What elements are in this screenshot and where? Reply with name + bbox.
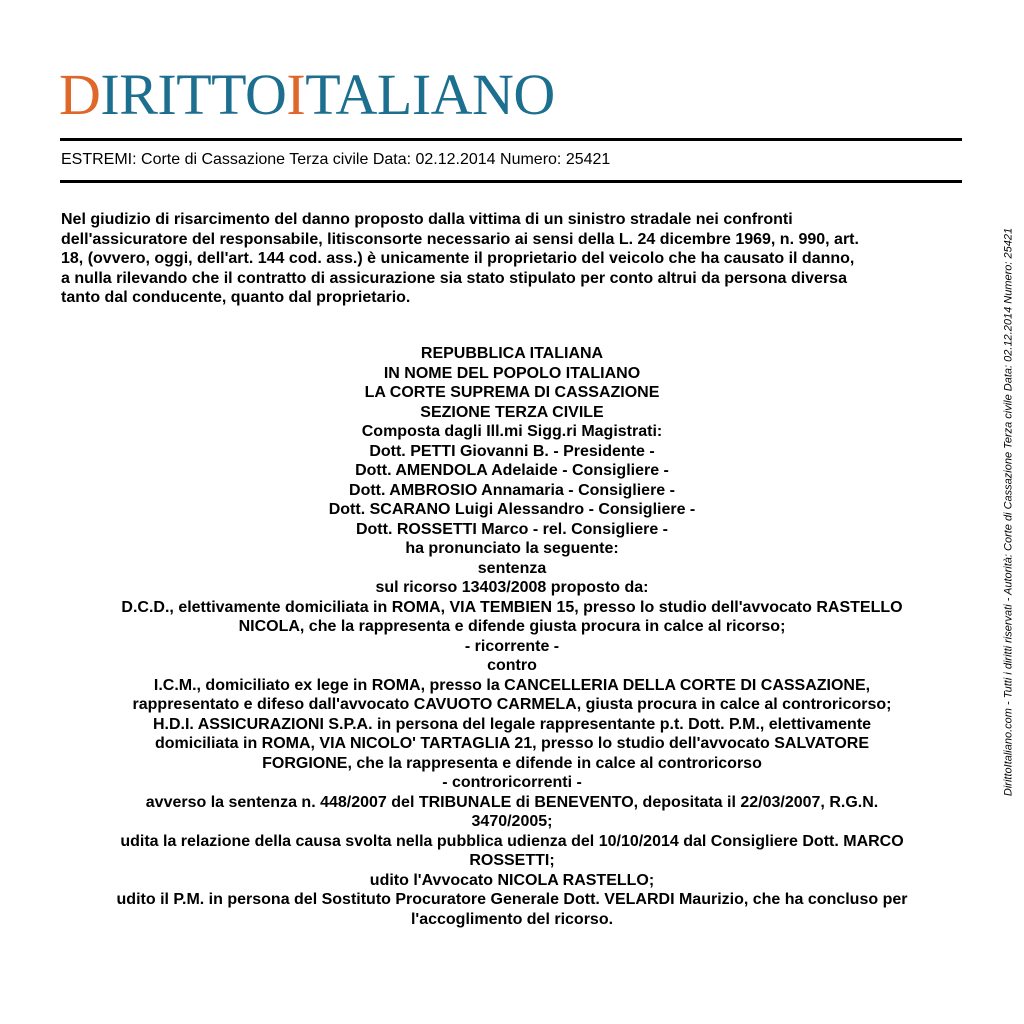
- sentenza-line: ha pronunciato la seguente:: [405, 540, 619, 557]
- court-heading: IN NOME DEL POPOLO ITALIANO: [383, 364, 641, 382]
- logo-letter-d: D: [59, 62, 101, 127]
- sentenza-line: 3470/2005;: [471, 813, 553, 830]
- judge-line: Dott. AMENDOLA Adelaide - Consigliere -: [355, 462, 669, 479]
- massima-line: tanto dal conducente, quanto dal proprietario.: [61, 289, 411, 307]
- sentenza-line: udita la relazione della causa svolta nella pubblica udienza del 10/10/2014 dal Consigliere Dott. MARCO: [120, 832, 904, 850]
- court-heading: SEZIONE TERZA CIVILE: [420, 403, 604, 421]
- logo-text-taliano: TALIANO: [305, 62, 555, 127]
- massima-line: a nulla rilevando che il contratto di assicurazione sia stato stipulato per conto altrui da persona diversa: [61, 269, 847, 287]
- logo-text-iritto: IRITTO: [100, 62, 287, 127]
- sentenza-line: ROSSETTI;: [469, 852, 555, 869]
- sentenza-text: [55, 344, 969, 929]
- sentenza-line: udito l'Avvocato NICOLA RASTELLO;: [369, 871, 655, 889]
- court-heading: REPUBBLICA ITALIANA: [420, 345, 604, 362]
- judge-line: Dott. AMBROSIO Annamaria - Consigliere -: [349, 481, 675, 499]
- massima-line: 18, (ovvero, oggi, dell'art. 144 cod. ass.) è unicamente il proprietario del veicolo che ha causato il danno,: [61, 250, 855, 268]
- sentenza-line: - ricorrente -: [464, 637, 560, 655]
- sentenza-line: sul ricorso 13403/2008 proposto da:: [375, 579, 649, 596]
- judge-line: Dott. PETTI Giovanni B. - Presidente -: [369, 442, 655, 460]
- sentenza-line: NICOLA, che la rappresenta e difende giusta procura in calce al ricorso;: [238, 618, 786, 635]
- sentenza-line: l'accoglimento del ricorso.: [410, 910, 614, 928]
- sentenza-line: I.C.M., domiciliato ex lege in ROMA, presso la CANCELLERIA DELLA CORTE DI CASSAZIONE,: [153, 676, 871, 694]
- header-divider-top: [60, 138, 962, 141]
- composition-line: Composta dagli Ill.mi Sigg.ri Magistrati:: [361, 423, 663, 440]
- site-logo[interactable]: [59, 62, 555, 128]
- estremi-line: ESTREMI: Corte di Cassazione Terza civile Data: 02.12.2014 Numero: 25421: [61, 151, 611, 168]
- court-heading: LA CORTE SUPREMA DI CASSAZIONE: [364, 384, 660, 401]
- vertical-copyright-note: DirittoItaliano.com - Tutti i diritti riservati - Autorità: Corte di Cassazione Terza civile Data: 02.12.2014 Numero: 25421: [1002, 227, 1015, 797]
- sentenza-line: H.D.I. ASSICURAZIONI S.P.A. in persona del legale rappresentante p.t. Dott. P.M., elettivamente: [152, 715, 872, 733]
- judge-line: Dott. ROSSETTI Marco - rel. Consigliere -: [355, 520, 669, 538]
- logo-letter-i: I: [286, 62, 306, 127]
- sentenza-line: - controricorrenti -: [442, 774, 582, 791]
- sentenza-line: contro: [487, 657, 537, 674]
- sentenza-line: avverso la sentenza n. 448/2007 del TRIBUNALE di BENEVENTO, depositata il 22/03/2007, R.G.N.: [145, 793, 879, 811]
- massima-summary: [61, 210, 966, 308]
- sentenza-line: udito il P.M. in persona del Sostituto Procuratore Generale Dott. VELARDI Maurizio, che ha concluso per: [116, 891, 908, 908]
- sentenza-line: FORGIONE, che la rappresenta e difende in calce al controricorso: [262, 754, 762, 772]
- header-divider-bottom: [60, 180, 962, 183]
- massima-line: Nel giudizio di risarcimento del danno proposto dalla vittima di un sinistro stradale nei confronti: [61, 211, 793, 228]
- judge-line: Dott. SCARANO Luigi Alessandro - Consigliere -: [328, 501, 696, 518]
- sentenza-line: rappresentato e difeso dall'avvocato CAVUOTO CARMELA, giusta procura in calce al controricorso;: [132, 696, 892, 713]
- sentenza-line: domiciliata in ROMA, VIA NICOLO' TARTAGLIA 21, presso lo studio dell'avvocato SALVATORE: [154, 735, 870, 752]
- sentenza-line: D.C.D., elettivamente domiciliata in ROMA, VIA TEMBIEN 15, presso lo studio dell'avvocato RASTELLO: [121, 598, 903, 616]
- sentenza-line: sentenza: [477, 559, 547, 577]
- massima-line: dell'assicuratore del responsabile, litisconsorte necessario ai sensi della L. 24 dicembre 1969, n. 990, art.: [61, 230, 859, 248]
